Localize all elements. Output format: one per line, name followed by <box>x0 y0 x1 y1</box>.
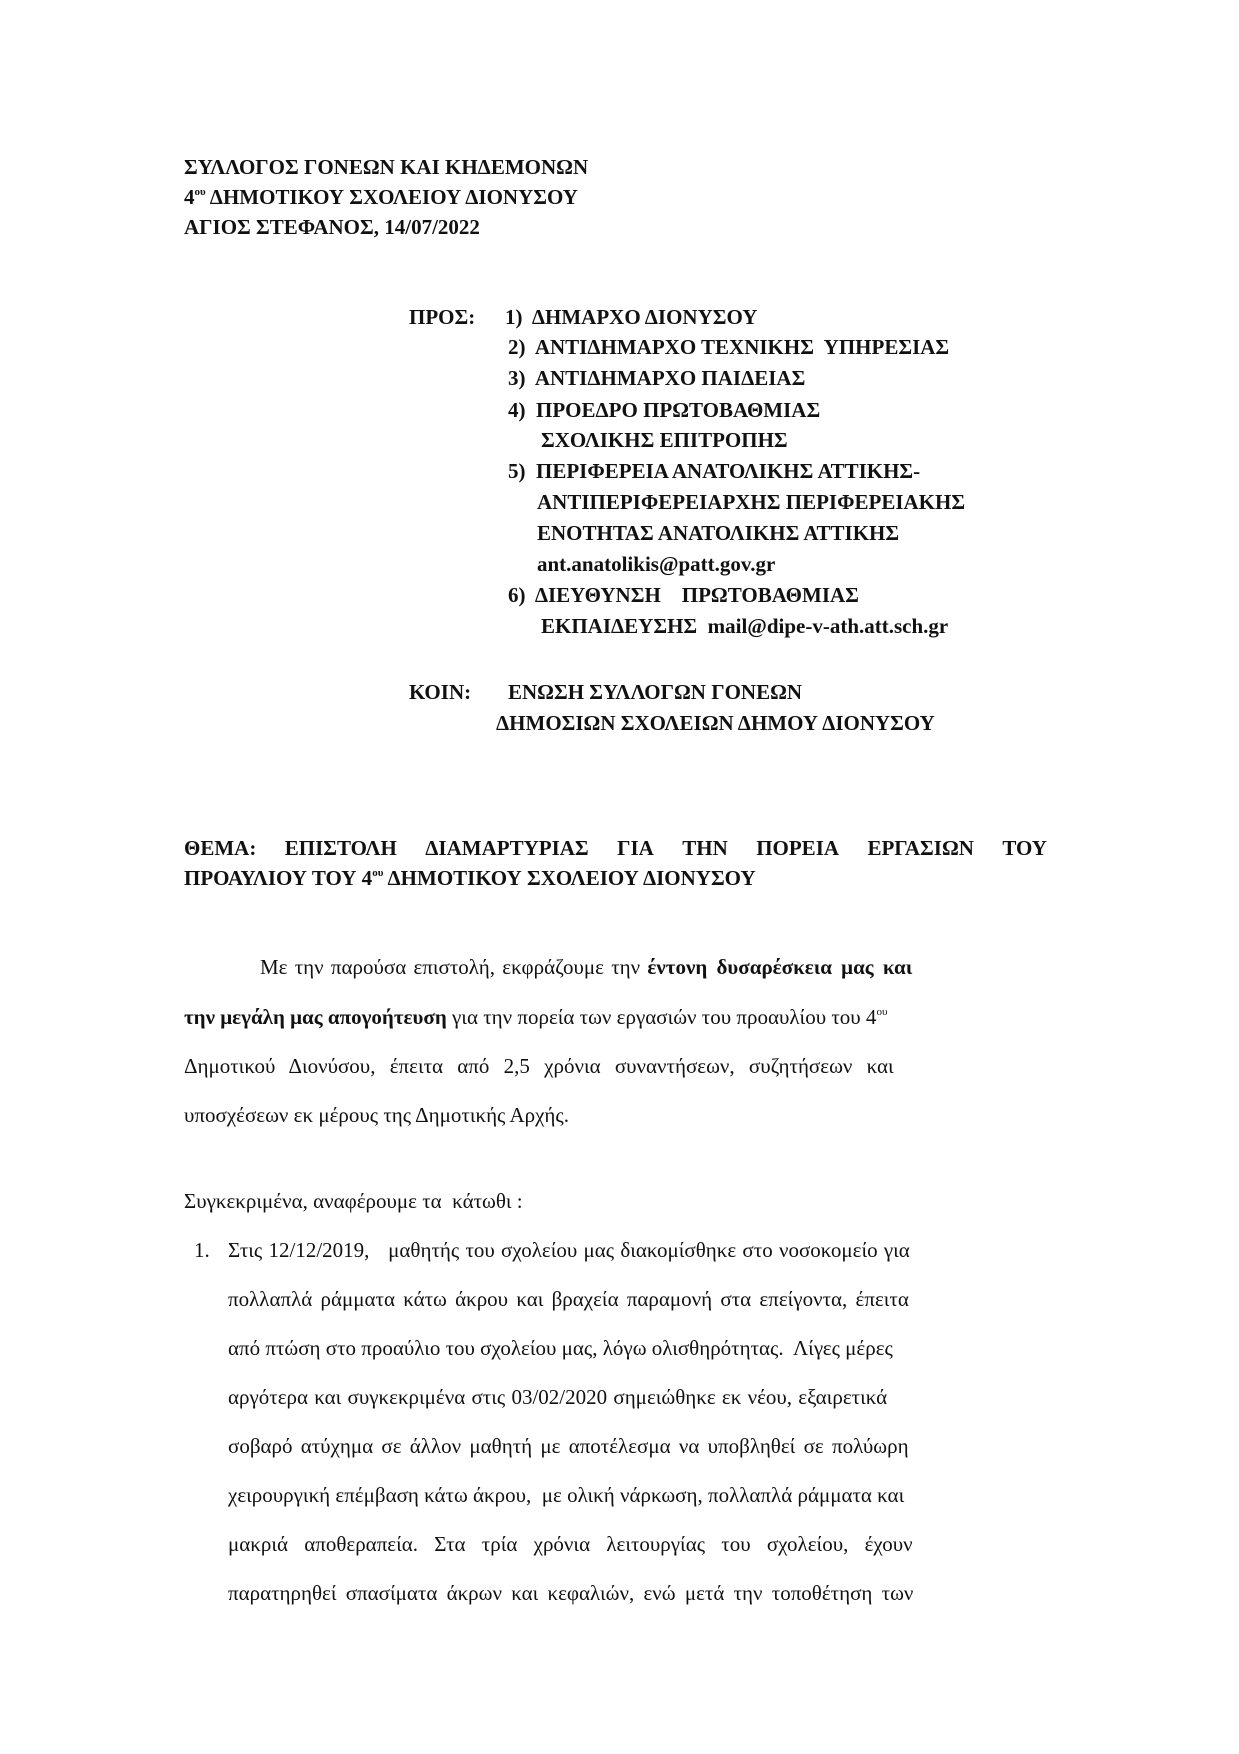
list-item-line: Στις 12/12/2019, μαθητής του σχολείου μας διακομίσθηκε στο νοσοκομείο για <box>228 1238 910 1262</box>
subject-word: ΘΕΜΑ: <box>184 836 257 860</box>
intro-plain: Με την παρούσα επιστολή, εκφράζουμε την <box>260 955 648 979</box>
school-name-rest: ΔΗΜΟΤΙΚΟΥ ΣΧΟΛΕΙΟΥ ΔΙΟΝΥΣΟΥ <box>205 185 578 209</box>
recipient-line: ΣΧΟΛΙΚΗΣ ΕΠΙΤΡΟΠΗΣ <box>541 428 788 452</box>
subject-word: ΠΟΡΕΙΑ <box>756 836 840 860</box>
recipient-line: 3) ΑΝΤΙΔΗΜΑΡΧΟ ΠΑΙΔΕΙΑΣ <box>508 366 806 390</box>
cc-line: ΕΝΩΣΗ ΣΥΛΛΟΓΩΝ ΓΟΝΕΩΝ <box>508 680 803 704</box>
recipient-line: ΕΝΟΤΗΤΑΣ ΑΝΑΤΟΛΙΚΗΣ ΑΤΤΙΚΗΣ <box>537 521 900 545</box>
list-item-line: αργότερα και συγκεκριμένα στις 03/02/2020 σημειώθηκε εκ νέου, εξαιρετικά <box>228 1385 888 1409</box>
recipient-line: ΑΝΤΙΠΕΡΙΦΕΡΕΙΑΡΧΗΣ ΠΕΡΙΦΕΡΕΙΑΚΗΣ <box>537 490 966 514</box>
recipient-email: ant.anatolikis@patt.gov.gr <box>537 552 776 576</box>
intro-line-4: υποσχέσεων εκ μέρους της Δημοτικής Αρχής. <box>184 1103 569 1127</box>
intro-line-1 <box>260 955 1047 980</box>
cc-line: ΔΗΜΟΣΙΩΝ ΣΧΟΛΕΙΩΝ ΔΗΜΟΥ ΔΙΟΝΥΣΟΥ <box>496 711 935 735</box>
intro-line-3: Δημοτικού Διονύσου, έπειτα από 2,5 χρόνια συναντήσεων, συζητήσεων και <box>184 1054 894 1078</box>
recipient-line: 1) ΔΗΜΑΡΧΟ ΔΙΟΝΥΣΟΥ <box>505 305 758 329</box>
subject-line-1 <box>184 836 1047 861</box>
school-number-suffix: ου <box>194 186 206 198</box>
recipients-label: ΠΡΟΣ: <box>409 305 476 329</box>
recipient-line: 4) ΠΡΟΕΔΡΟ ΠΡΩΤΟΒΑΘΜΙΑΣ <box>508 398 821 422</box>
place-date: ΑΓΙΟΣ ΣΤΕΦΑΝΟΣ, 14/07/2022 <box>184 215 480 239</box>
list-item-line: σοβαρό ατύχημα σε άλλον μαθητή με αποτέλεσμα να υποβληθεί σε πολύωρη <box>228 1434 909 1458</box>
list-item-line: από πτώση στο προαύλιο του σχολείου μας, λόγω ολισθηρότητας. Λίγες μέρες <box>228 1336 893 1360</box>
cc-label: ΚΟΙΝ: <box>409 680 472 704</box>
list-item-line: χειρουργική επέμβαση κάτω άκρου, με ολική νάρκωση, πολλαπλά ράμματα και <box>228 1483 905 1507</box>
subject-line-2-post: ΔΗΜΟΤΙΚΟΥ ΣΧΟΛΕΙΟΥ ΔΙΟΝΥΣΟΥ <box>383 866 756 890</box>
subject-word: ΓΙΑ <box>617 836 654 860</box>
recipient-line: ΕΚΠΑΙΔΕΥΣΗΣ mail@dipe-v-ath.att.sch.gr <box>541 614 949 638</box>
recipient-line: 5) ΠΕΡΙΦΕΡΕΙΑ ΑΝΑΤΟΛΙΚΗΣ ΑΤΤΙΚΗΣ- <box>508 459 921 483</box>
school-name <box>184 182 578 212</box>
subject-word: ΕΡΓΑΣΙΩΝ <box>867 836 974 860</box>
intro-bold: έντονη δυσαρέσκεια μας και <box>647 955 913 979</box>
list-intro: Συγκεκριμένα, αναφέρουμε τα κάτωθι : <box>184 1189 523 1213</box>
intro-bold-2: την μεγάλη μας απογοήτευση <box>184 1005 447 1029</box>
intro-line-2 <box>184 1005 887 1030</box>
list-item-number: 1. <box>194 1238 210 1262</box>
recipient-line: 6) ΔΙΕΥΘΥΝΣΗ ΠΡΩΤΟΒΑΘΜΙΑΣ <box>508 583 859 607</box>
intro-plain-2: για την πορεία των εργασιών του προαυλίου του 4 <box>446 1005 877 1029</box>
list-item-line: πολλαπλά ράμματα κάτω άκρου και βραχεία παραμονή στα επείγοντα, έπειτα <box>228 1287 909 1311</box>
list-item-line: μακριά αποθεραπεία. Στα τρία χρόνια λειτουργίας του σχολείου, έχουν <box>228 1532 913 1556</box>
subject-word: ΤΗΝ <box>682 836 728 860</box>
list-item-line: παρατηρηθεί σπασίματα άκρων και κεφαλιών, ενώ μετά την τοποθέτηση των <box>228 1581 914 1605</box>
subject-word: ΤΟΥ <box>1002 836 1047 860</box>
association-name: ΣΥΛΛΟΓΟΣ ΓΟΝΕΩΝ ΚΑΙ ΚΗΔΕΜΟΝΩΝ <box>184 155 589 179</box>
recipient-line: 2) ΑΝΤΙΔΗΜΑΡΧΟ ΤΕΧΝΙΚΗΣ ΥΠΗΡΕΣΙΑΣ <box>508 335 950 359</box>
subject-word: ΔΙΑΜΑΡΤΥΡΙΑΣ <box>425 836 589 860</box>
intro-ordinal-suffix: ου <box>876 1006 888 1018</box>
school-number: 4 <box>184 185 195 209</box>
subject-line-2-pre: ΠΡΟΑΥΛΙΟΥ ΤΟΥ 4 <box>184 866 373 890</box>
subject-line-2 <box>184 866 756 891</box>
subject-ordinal-suffix: ου <box>372 867 384 879</box>
subject-word: ΕΠΙΣΤΟΛΗ <box>284 836 397 860</box>
